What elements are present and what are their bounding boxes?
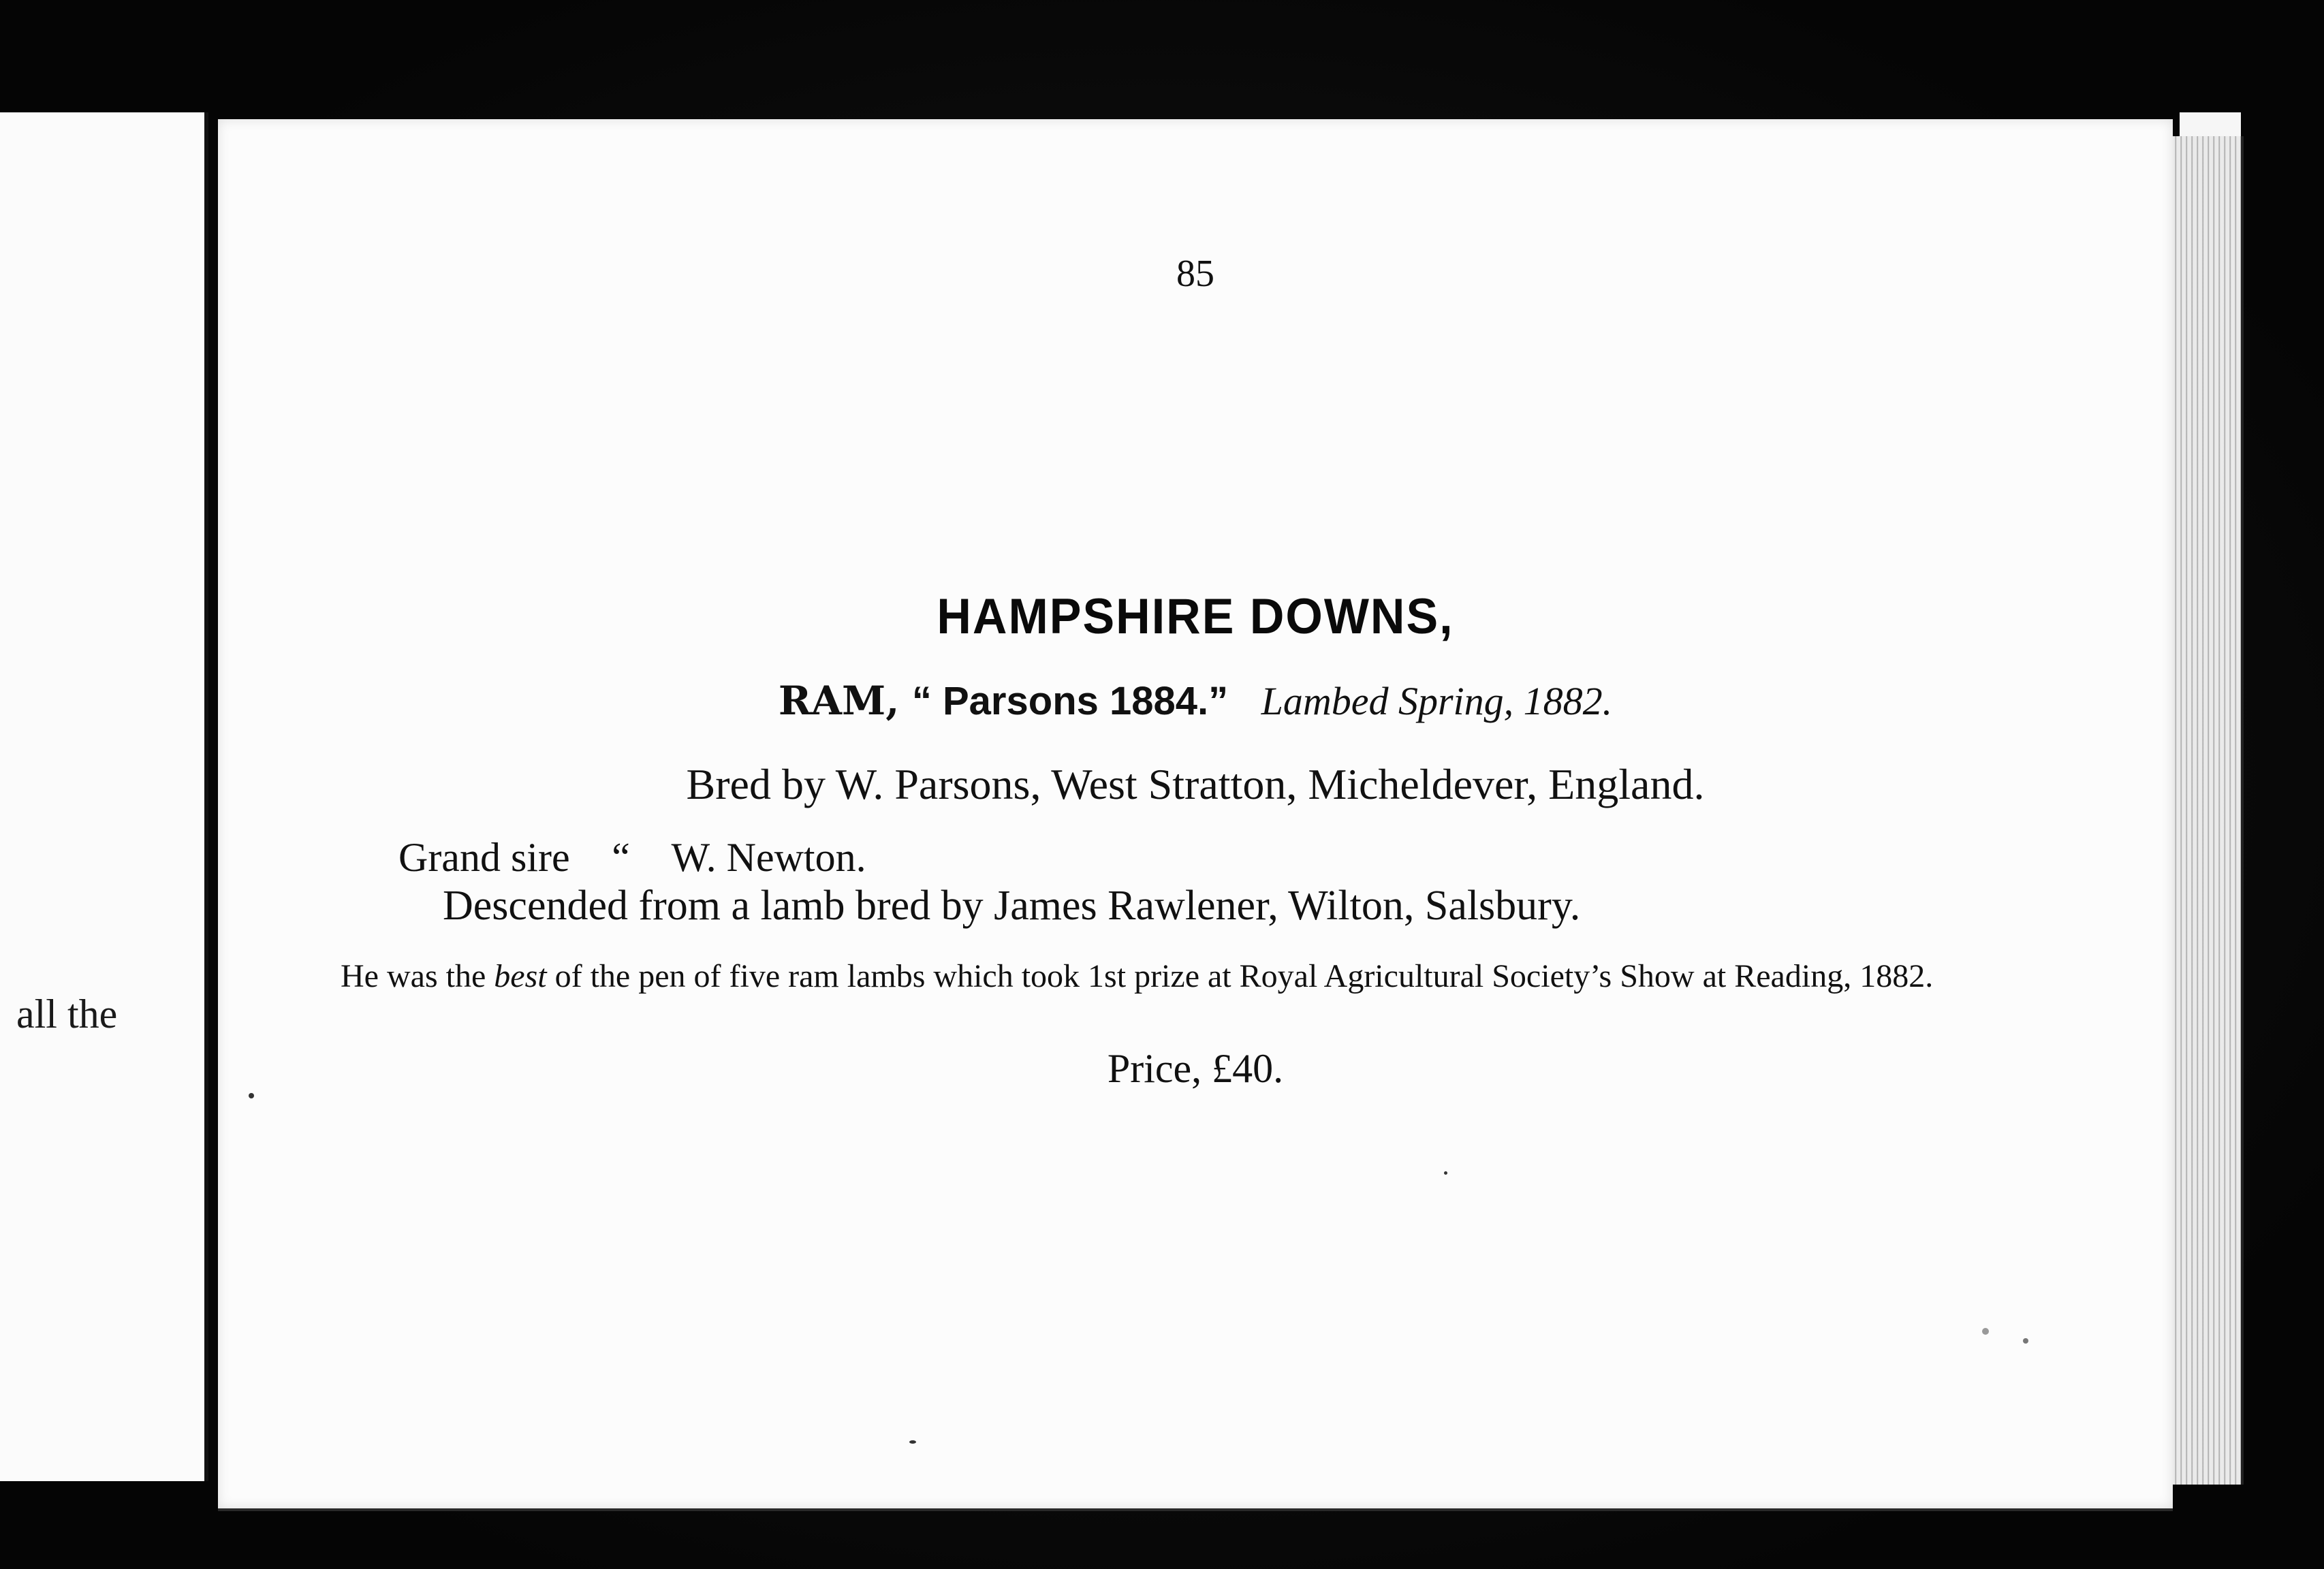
grand-sire-label: Grand sire	[398, 835, 570, 880]
grand-sire-name: W. Newton.	[671, 835, 866, 880]
prize-description	[341, 957, 2180, 996]
bred-by-line: Bred by W. Parsons, West Stratton, Micheldever, England.	[686, 760, 1705, 808]
dust-speck	[2023, 1338, 2028, 1344]
main-page	[218, 119, 2173, 1511]
dust-speck	[1982, 1328, 1989, 1335]
left-page-text-fragment: all the	[16, 992, 118, 1036]
ram-line	[218, 678, 2173, 724]
lambed-date: Lambed Spring, 1882.	[1261, 679, 1613, 723]
ram-name: “ Parsons 1884.”	[911, 679, 1229, 723]
dust-speck	[909, 1440, 916, 1444]
grand-sire-line	[398, 834, 866, 881]
prize-text-emphasis: best	[494, 958, 547, 994]
section-heading: HAMPSHIRE DOWNS,	[937, 588, 1454, 644]
page-number: 85	[1176, 253, 1214, 295]
ditto-mark: “	[612, 835, 630, 880]
dust-speck	[1444, 1171, 1447, 1175]
price-line: Price, £40.	[1107, 1046, 1284, 1091]
prize-text-end: of the pen of five ram lambs which took 1st prize at Royal Agricultural Society’s Show at Reading, 1882.	[546, 958, 1934, 994]
descended-line: Descended from a lamb bred by James Rawlener, Wilton, Salsbury.	[443, 883, 1581, 929]
book-gutter	[208, 109, 218, 1485]
dust-speck	[249, 1093, 254, 1098]
prize-text-start: He was the	[341, 958, 494, 994]
ram-label: RAM,	[778, 678, 900, 724]
left-page	[0, 112, 208, 1481]
